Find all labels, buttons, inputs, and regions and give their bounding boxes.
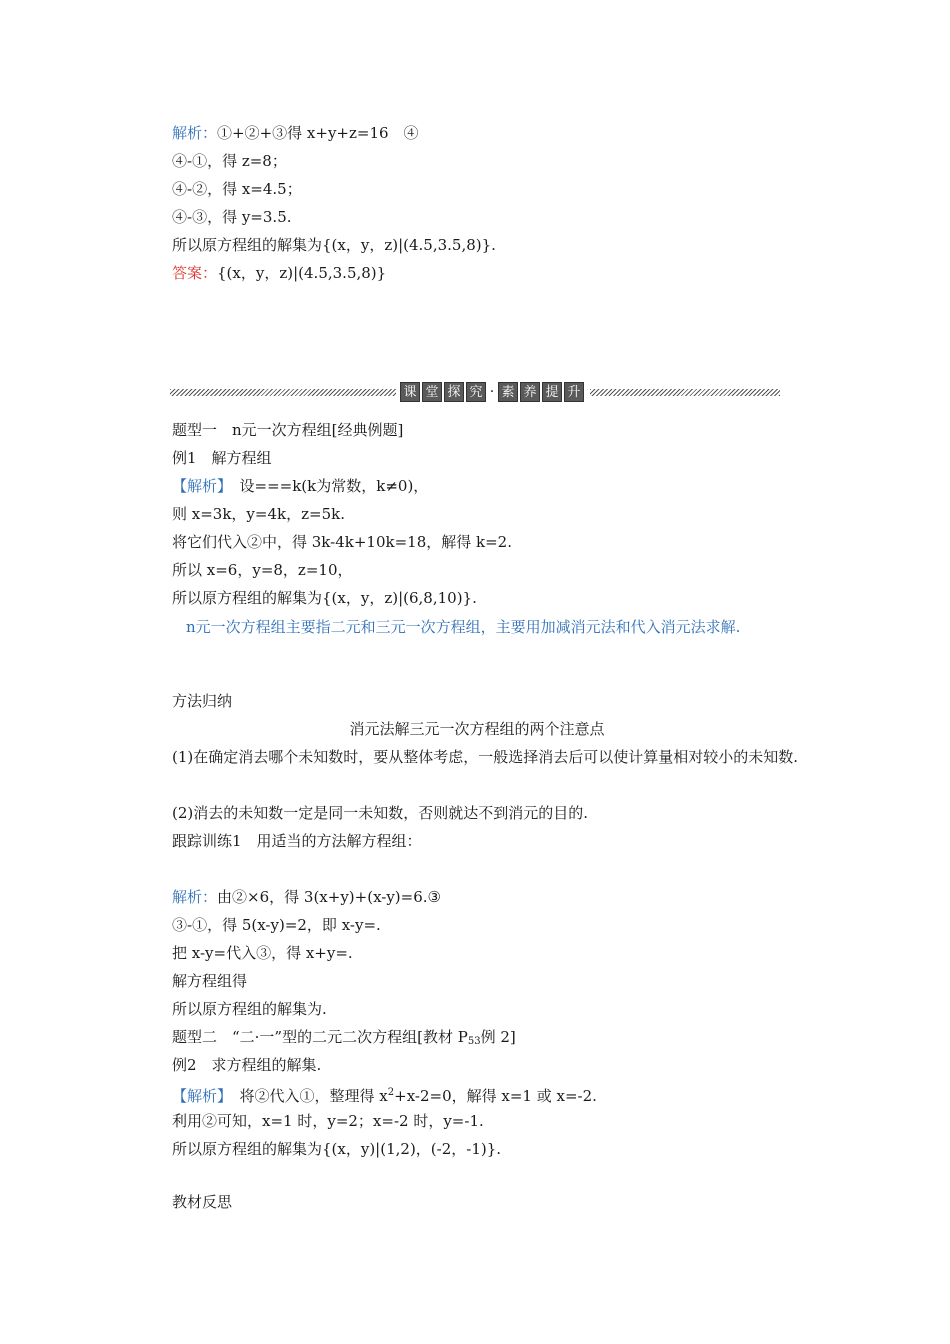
analysis-bracket-label: 【解析】 [172, 477, 225, 495]
answer-line: 答案：{(x，y，z)|(4.5,3.5,8)} [172, 264, 387, 282]
analysis-bracket-label: 【解析】 [172, 1087, 225, 1105]
banner-char: 素 [498, 382, 518, 402]
training-line-4: 解方程组得 [172, 972, 248, 990]
example1-solution-4: 所以 x=6，y=8，z=10， [172, 561, 353, 579]
method-point-1: (1)在确定消去哪个未知数时，要从整体考虑，一般选择消去后可以使计算量相对较小的未知数. [172, 748, 799, 766]
example1-solution-1: 【解析】 设===k(k为常数，k≠0)， [172, 477, 429, 495]
training-title: 跟踪训练1 用适当的方法解方程组： [172, 832, 422, 850]
banner-separator: · [489, 384, 495, 400]
training-line-3: 把 x-y=代入③，得 x+y=. [172, 944, 353, 962]
section-banner [170, 382, 780, 402]
banner-hatch-right [590, 389, 780, 396]
banner-char: 养 [520, 382, 540, 402]
example2-solution-1: 【解析】 将②代入①，整理得 $x^2+x-2=0$，解得 x=1 或 x=-2. [172, 1087, 597, 1105]
analysis-label: 解析： [172, 888, 218, 906]
banner-char: 升 [564, 382, 584, 402]
solution-line-2: ④-①，得 z=8； [172, 152, 287, 170]
banner-title [400, 382, 586, 402]
reflection-heading: 教材反思 [172, 1193, 233, 1211]
solution-line-4: ④-③，得 y=3.5. [172, 208, 292, 226]
training-line-1: 解析：由②×6，得 3(x+y)+(x-y)=6.③ [172, 888, 441, 906]
method-heading: 方法归纳 [172, 692, 233, 710]
training-line-2: ③-①，得 5(x-y)=2，即 x-y=. [172, 916, 381, 934]
example1-solution-2: 则 x=3k，y=4k，z=5k. [172, 505, 345, 523]
training-line-5: 所以原方程组的解集为. [172, 1000, 327, 1018]
answer-label: 答案： [172, 264, 218, 282]
example1-title: 例1 解方程组 [172, 449, 272, 467]
type2-title: 题型二 “二·一”型的二元二次方程组[教材 $P_{53}$例 2] [172, 1028, 516, 1047]
method-point-2: (2)消去的未知数一定是同一未知数，否则就达不到消元的目的. [172, 804, 589, 822]
example1-solution-5: 所以原方程组的解集为{(x，y，z)|(6,8,10)}. [172, 589, 477, 607]
analysis-label: 解析： [172, 124, 218, 142]
banner-char: 堂 [422, 382, 442, 402]
banner-hatch-left [170, 389, 396, 396]
type1-title: 题型一 n元一次方程组[经典例题] [172, 421, 404, 439]
solution-line-5: 所以原方程组的解集为{(x，y，z)|(4.5,3.5,8)}. [172, 236, 496, 254]
banner-char: 课 [400, 382, 420, 402]
banner-char: 提 [542, 382, 562, 402]
solution-line-1: 解析：①+②+③得 x+y+z=16 ④ [172, 124, 419, 142]
banner-char: 探 [444, 382, 464, 402]
method-subtitle: 消元法解三元一次方程组的两个注意点 [349, 720, 605, 738]
solution-line-3: ④-②，得 x=4.5； [172, 180, 302, 198]
banner-char: 究 [466, 382, 486, 402]
type1-note: n元一次方程组主要指二元和三元一次方程组，主要用加减消元法和代入消元法求解. [186, 618, 741, 636]
example2-solution-2: 利用②可知，x=1 时，y=2；x=-2 时，y=-1. [172, 1112, 484, 1130]
example2-solution-3: 所以原方程组的解集为{(x，y)|(1,2)，(-2，-1)}. [172, 1140, 502, 1158]
example2-title: 例2 求方程组的解集. [172, 1056, 322, 1074]
example1-solution-3: 将它们代入②中，得 3k-4k+10k=18，解得 k=2. [172, 533, 512, 551]
